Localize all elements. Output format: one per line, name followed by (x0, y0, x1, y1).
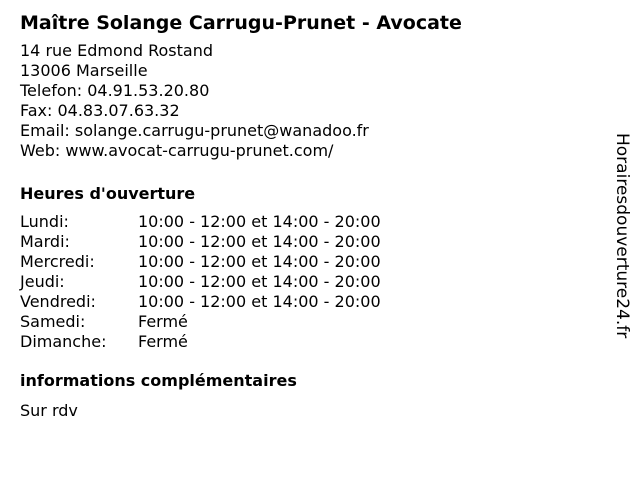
phone-number: Telefon: 04.91.53.20.80 (20, 81, 210, 100)
site-watermark: Horairesdouverture24.fr (612, 133, 632, 339)
time-value: Fermé (138, 332, 188, 351)
day-label: Samedi: (20, 312, 86, 331)
time-value: 10:00 - 12:00 et 14:00 - 20:00 (138, 272, 381, 291)
day-label: Mercredi: (20, 252, 95, 271)
time-value: Fermé (138, 312, 188, 331)
day-label: Dimanche: (20, 332, 107, 351)
time-value: 10:00 - 12:00 et 14:00 - 20:00 (138, 232, 381, 251)
hours-row-saturday (20, 312, 600, 332)
contact-block (20, 41, 600, 161)
fax-number: Fax: 04.83.07.63.32 (20, 101, 180, 120)
hours-row-wednesday (20, 252, 600, 272)
email-address: Email: solange.carrugu-prunet@wanadoo.fr (20, 121, 369, 140)
business-name: Maître Solange Carrugu-Prunet - Avocate (20, 12, 462, 34)
time-value: 10:00 - 12:00 et 14:00 - 20:00 (138, 252, 381, 271)
website-address: Web: www.avocat-carrugu-prunet.com/ (20, 141, 334, 160)
day-label: Lundi: (20, 212, 69, 231)
hours-row-friday (20, 292, 600, 312)
hours-row-tuesday (20, 232, 600, 252)
day-label: Vendredi: (20, 292, 96, 311)
hours-row-monday (20, 212, 600, 232)
time-value: 10:00 - 12:00 et 14:00 - 20:00 (138, 212, 381, 231)
city-postcode: 13006 Marseille (20, 61, 148, 80)
time-value: 10:00 - 12:00 et 14:00 - 20:00 (138, 292, 381, 311)
opening-hours-heading: Heures d'ouverture (20, 184, 196, 203)
day-label: Jeudi: (20, 272, 65, 291)
hours-row-thursday (20, 272, 600, 292)
hours-row-sunday (20, 332, 600, 352)
additional-info-heading: informations complémentaires (20, 371, 297, 390)
day-label: Mardi: (20, 232, 70, 251)
opening-hours-table (20, 212, 600, 352)
street-address: 14 rue Edmond Rostand (20, 41, 214, 60)
business-card (20, 10, 600, 421)
additional-info-text: Sur rdv (20, 401, 78, 420)
